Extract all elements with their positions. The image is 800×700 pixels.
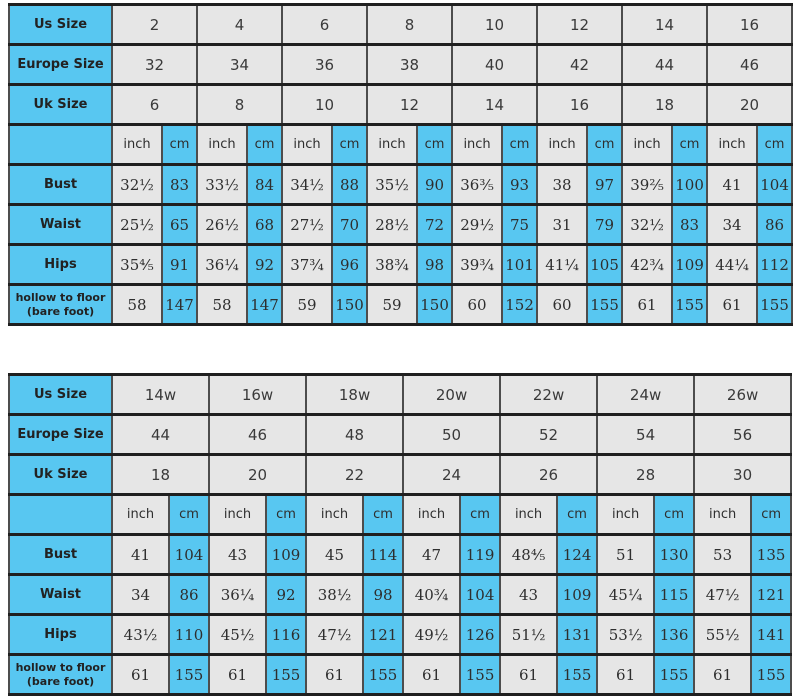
inch-value-cell: 31 xyxy=(537,205,587,245)
measure-row xyxy=(9,165,792,205)
cm-value-cell: 135 xyxy=(751,535,791,575)
size-value-cell: 6 xyxy=(112,85,197,125)
size-value-cell: 26w xyxy=(694,375,791,415)
unit-inch-cell: inch xyxy=(209,495,266,535)
inch-value-cell: 49½ xyxy=(403,615,460,655)
cm-value-cell: 90 xyxy=(417,165,452,205)
row-label xyxy=(9,285,112,325)
size-value-cell: 10 xyxy=(452,5,537,45)
inch-value-cell: 34 xyxy=(707,205,757,245)
row-label-text: Bust xyxy=(43,177,78,192)
inch-value-cell: 26½ xyxy=(197,205,247,245)
size-row xyxy=(9,375,791,415)
unit-cm-cell: cm xyxy=(757,125,792,165)
inch-value-cell: 29½ xyxy=(452,205,502,245)
measure-row xyxy=(9,285,792,325)
inch-value-cell: 47½ xyxy=(694,575,751,615)
cm-value-cell: 96 xyxy=(332,245,367,285)
size-value-cell: 8 xyxy=(367,5,452,45)
inch-value-cell: 43½ xyxy=(112,615,169,655)
corner-cell xyxy=(9,125,112,165)
size-value-cell: 44 xyxy=(112,415,209,455)
row-label-text: Hips xyxy=(44,627,77,642)
size-value-cell: 4 xyxy=(197,5,282,45)
inch-value-cell: 35½ xyxy=(367,165,417,205)
size-value-cell: 24w xyxy=(597,375,694,415)
unit-inch-cell: inch xyxy=(197,125,247,165)
cm-value-cell: 105 xyxy=(587,245,622,285)
cm-value-cell: 86 xyxy=(169,575,209,615)
row-label: Europe Size xyxy=(9,45,112,85)
unit-cm-cell: cm xyxy=(672,125,707,165)
unit-cm-cell: cm xyxy=(654,495,694,535)
inch-value-cell: 61 xyxy=(707,285,757,325)
unit-inch-cell: inch xyxy=(367,125,417,165)
unit-inch-cell: inch xyxy=(112,495,169,535)
cm-value-cell: 92 xyxy=(247,245,282,285)
size-value-cell: 48 xyxy=(306,415,403,455)
inch-value-cell: 61 xyxy=(622,285,672,325)
row-sublabel-text: (bare foot) xyxy=(26,304,95,318)
unit-cm-cell: cm xyxy=(332,125,367,165)
cm-value-cell: 109 xyxy=(266,535,306,575)
row-label xyxy=(9,575,112,615)
inch-value-cell: 27½ xyxy=(282,205,332,245)
row-label xyxy=(9,655,112,695)
cm-value-cell: 84 xyxy=(247,165,282,205)
inch-value-cell: 48⅘ xyxy=(500,535,557,575)
unit-cm-cell: cm xyxy=(502,125,537,165)
size-row xyxy=(9,45,792,85)
cm-value-cell: 141 xyxy=(751,615,791,655)
row-label-text: Waist xyxy=(39,587,82,602)
inch-value-cell: 45½ xyxy=(209,615,266,655)
size-value-cell: 44 xyxy=(622,45,707,85)
inch-value-cell: 38½ xyxy=(306,575,363,615)
inch-value-cell: 47½ xyxy=(306,615,363,655)
unit-inch-cell: inch xyxy=(112,125,162,165)
unit-cm-cell: cm xyxy=(417,125,452,165)
cm-value-cell: 121 xyxy=(751,575,791,615)
size-value-cell: 18 xyxy=(622,85,707,125)
row-label: Us Size xyxy=(9,375,112,415)
inch-value-cell: 39¾ xyxy=(452,245,502,285)
cm-value-cell: 155 xyxy=(169,655,209,695)
size-value-cell: 34 xyxy=(197,45,282,85)
unit-inch-cell: inch xyxy=(537,125,587,165)
inch-value-cell: 42¾ xyxy=(622,245,672,285)
size-value-cell: 54 xyxy=(597,415,694,455)
size-row xyxy=(9,85,792,125)
row-label xyxy=(9,245,112,285)
size-row xyxy=(9,415,791,455)
unit-inch-cell: inch xyxy=(452,125,502,165)
inch-value-cell: 41 xyxy=(112,535,169,575)
inch-value-cell: 58 xyxy=(112,285,162,325)
inch-value-cell: 32½ xyxy=(112,165,162,205)
unit-inch-cell: inch xyxy=(403,495,460,535)
unit-inch-cell: inch xyxy=(500,495,557,535)
inch-value-cell: 47 xyxy=(403,535,460,575)
measure-row xyxy=(9,615,791,655)
cm-value-cell: 155 xyxy=(587,285,622,325)
size-value-cell: 16w xyxy=(209,375,306,415)
cm-value-cell: 121 xyxy=(363,615,403,655)
cm-value-cell: 110 xyxy=(169,615,209,655)
row-label xyxy=(9,535,112,575)
cm-value-cell: 136 xyxy=(654,615,694,655)
inch-value-cell: 32½ xyxy=(622,205,672,245)
cm-value-cell: 155 xyxy=(363,655,403,695)
cm-value-cell: 65 xyxy=(162,205,197,245)
cm-value-cell: 155 xyxy=(751,655,791,695)
cm-value-cell: 98 xyxy=(417,245,452,285)
inch-value-cell: 34 xyxy=(112,575,169,615)
measure-row xyxy=(9,655,791,695)
row-label-text: hollow to floor xyxy=(15,290,106,304)
row-sublabel-text: (bare foot) xyxy=(26,674,95,688)
unit-inch-cell: inch xyxy=(707,125,757,165)
inch-value-cell: 60 xyxy=(452,285,502,325)
cm-value-cell: 86 xyxy=(757,205,792,245)
inch-value-cell: 41 xyxy=(707,165,757,205)
cm-value-cell: 155 xyxy=(672,285,707,325)
row-label-text: hollow to floor xyxy=(15,660,106,674)
inch-value-cell: 37¾ xyxy=(282,245,332,285)
cm-value-cell: 155 xyxy=(557,655,597,695)
size-value-cell: 16 xyxy=(707,5,792,45)
row-label xyxy=(9,205,112,245)
cm-value-cell: 109 xyxy=(672,245,707,285)
size-value-cell: 40 xyxy=(452,45,537,85)
inch-value-cell: 43 xyxy=(500,575,557,615)
size-value-cell: 32 xyxy=(112,45,197,85)
inch-value-cell: 35⅘ xyxy=(112,245,162,285)
inch-value-cell: 51 xyxy=(597,535,654,575)
cm-value-cell: 150 xyxy=(332,285,367,325)
cm-value-cell: 147 xyxy=(162,285,197,325)
inch-value-cell: 44¼ xyxy=(707,245,757,285)
cm-value-cell: 68 xyxy=(247,205,282,245)
inch-value-cell: 28½ xyxy=(367,205,417,245)
cm-value-cell: 91 xyxy=(162,245,197,285)
cm-value-cell: 79 xyxy=(587,205,622,245)
size-row xyxy=(9,5,792,45)
inch-value-cell: 38¾ xyxy=(367,245,417,285)
unit-cm-cell: cm xyxy=(587,125,622,165)
inch-value-cell: 36¼ xyxy=(209,575,266,615)
row-label xyxy=(9,165,112,205)
cm-value-cell: 130 xyxy=(654,535,694,575)
inch-value-cell: 61 xyxy=(597,655,654,695)
inch-value-cell: 36¼ xyxy=(197,245,247,285)
measure-row xyxy=(9,575,791,615)
cm-value-cell: 155 xyxy=(460,655,500,695)
unit-inch-cell: inch xyxy=(597,495,654,535)
cm-value-cell: 72 xyxy=(417,205,452,245)
size-value-cell: 22 xyxy=(306,455,403,495)
size-value-cell: 36 xyxy=(282,45,367,85)
cm-value-cell: 104 xyxy=(757,165,792,205)
unit-cm-cell: cm xyxy=(162,125,197,165)
cm-value-cell: 88 xyxy=(332,165,367,205)
inch-value-cell: 61 xyxy=(500,655,557,695)
unit-inch-cell: inch xyxy=(622,125,672,165)
size-value-cell: 38 xyxy=(367,45,452,85)
inch-value-cell: 60 xyxy=(537,285,587,325)
unit-cm-cell: cm xyxy=(247,125,282,165)
cm-value-cell: 115 xyxy=(654,575,694,615)
cm-value-cell: 147 xyxy=(247,285,282,325)
cm-value-cell: 70 xyxy=(332,205,367,245)
cm-value-cell: 155 xyxy=(757,285,792,325)
measure-row xyxy=(9,205,792,245)
unit-cm-cell: cm xyxy=(460,495,500,535)
size-value-cell: 52 xyxy=(500,415,597,455)
cm-value-cell: 119 xyxy=(460,535,500,575)
inch-value-cell: 61 xyxy=(112,655,169,695)
row-label-text: Bust xyxy=(43,547,78,562)
size-value-cell: 20 xyxy=(209,455,306,495)
size-value-cell: 14 xyxy=(622,5,707,45)
cm-value-cell: 150 xyxy=(417,285,452,325)
inch-value-cell: 59 xyxy=(367,285,417,325)
inch-value-cell: 53½ xyxy=(597,615,654,655)
size-value-cell: 30 xyxy=(694,455,791,495)
size-row xyxy=(9,455,791,495)
cm-value-cell: 93 xyxy=(502,165,537,205)
size-value-cell: 18w xyxy=(306,375,403,415)
unit-header-row xyxy=(9,495,791,535)
size-value-cell: 28 xyxy=(597,455,694,495)
cm-value-cell: 92 xyxy=(266,575,306,615)
inch-value-cell: 25½ xyxy=(112,205,162,245)
inch-value-cell: 34½ xyxy=(282,165,332,205)
cm-value-cell: 112 xyxy=(757,245,792,285)
size-value-cell: 18 xyxy=(112,455,209,495)
size-value-cell: 20w xyxy=(403,375,500,415)
size-value-cell: 16 xyxy=(537,85,622,125)
cm-value-cell: 83 xyxy=(672,205,707,245)
inch-value-cell: 53 xyxy=(694,535,751,575)
cm-value-cell: 109 xyxy=(557,575,597,615)
inch-value-cell: 40¾ xyxy=(403,575,460,615)
cm-value-cell: 116 xyxy=(266,615,306,655)
inch-value-cell: 43 xyxy=(209,535,266,575)
unit-inch-cell: inch xyxy=(282,125,332,165)
size-value-cell: 42 xyxy=(537,45,622,85)
inch-value-cell: 61 xyxy=(694,655,751,695)
inch-value-cell: 38 xyxy=(537,165,587,205)
inch-value-cell: 55½ xyxy=(694,615,751,655)
inch-value-cell: 36⅗ xyxy=(452,165,502,205)
size-value-cell: 14w xyxy=(112,375,209,415)
row-label xyxy=(9,615,112,655)
cm-value-cell: 152 xyxy=(502,285,537,325)
inch-value-cell: 33½ xyxy=(197,165,247,205)
cm-value-cell: 131 xyxy=(557,615,597,655)
unit-cm-cell: cm xyxy=(363,495,403,535)
row-label: Uk Size xyxy=(9,455,112,495)
cm-value-cell: 126 xyxy=(460,615,500,655)
cm-value-cell: 98 xyxy=(363,575,403,615)
cm-value-cell: 155 xyxy=(654,655,694,695)
cm-value-cell: 104 xyxy=(169,535,209,575)
row-label: Us Size xyxy=(9,5,112,45)
size-value-cell: 24 xyxy=(403,455,500,495)
inch-value-cell: 58 xyxy=(197,285,247,325)
row-label-text: Hips xyxy=(44,257,77,272)
size-value-cell: 10 xyxy=(282,85,367,125)
size-chart-page xyxy=(0,3,800,700)
size-value-cell: 22w xyxy=(500,375,597,415)
cm-value-cell: 114 xyxy=(363,535,403,575)
size-value-cell: 56 xyxy=(694,415,791,455)
cm-value-cell: 75 xyxy=(502,205,537,245)
size-value-cell: 2 xyxy=(112,5,197,45)
size-value-cell: 50 xyxy=(403,415,500,455)
row-label-text: Waist xyxy=(39,217,82,232)
size-value-cell: 12 xyxy=(537,5,622,45)
inch-value-cell: 59 xyxy=(282,285,332,325)
cm-value-cell: 97 xyxy=(587,165,622,205)
size-value-cell: 12 xyxy=(367,85,452,125)
cm-value-cell: 100 xyxy=(672,165,707,205)
inch-value-cell: 61 xyxy=(306,655,363,695)
cm-value-cell: 104 xyxy=(460,575,500,615)
unit-cm-cell: cm xyxy=(557,495,597,535)
size-value-cell: 20 xyxy=(707,85,792,125)
size-value-cell: 26 xyxy=(500,455,597,495)
size-value-cell: 8 xyxy=(197,85,282,125)
inch-value-cell: 61 xyxy=(403,655,460,695)
unit-inch-cell: inch xyxy=(694,495,751,535)
measure-row xyxy=(9,245,792,285)
measure-row xyxy=(9,535,791,575)
unit-cm-cell: cm xyxy=(266,495,306,535)
cm-value-cell: 124 xyxy=(557,535,597,575)
size-value-cell: 6 xyxy=(282,5,367,45)
cm-value-cell: 101 xyxy=(502,245,537,285)
inch-value-cell: 45¼ xyxy=(597,575,654,615)
size-chart-table-misses xyxy=(8,3,793,326)
inch-value-cell: 41¼ xyxy=(537,245,587,285)
inch-value-cell: 39⅖ xyxy=(622,165,672,205)
row-label: Uk Size xyxy=(9,85,112,125)
cm-value-cell: 155 xyxy=(266,655,306,695)
size-value-cell: 14 xyxy=(452,85,537,125)
inch-value-cell: 45 xyxy=(306,535,363,575)
inch-value-cell: 51½ xyxy=(500,615,557,655)
size-value-cell: 46 xyxy=(707,45,792,85)
cm-value-cell: 83 xyxy=(162,165,197,205)
unit-inch-cell: inch xyxy=(306,495,363,535)
size-value-cell: 46 xyxy=(209,415,306,455)
unit-cm-cell: cm xyxy=(751,495,791,535)
unit-cm-cell: cm xyxy=(169,495,209,535)
row-label: Europe Size xyxy=(9,415,112,455)
size-chart-table-plus xyxy=(8,373,792,696)
corner-cell xyxy=(9,495,112,535)
inch-value-cell: 61 xyxy=(209,655,266,695)
unit-header-row xyxy=(9,125,792,165)
